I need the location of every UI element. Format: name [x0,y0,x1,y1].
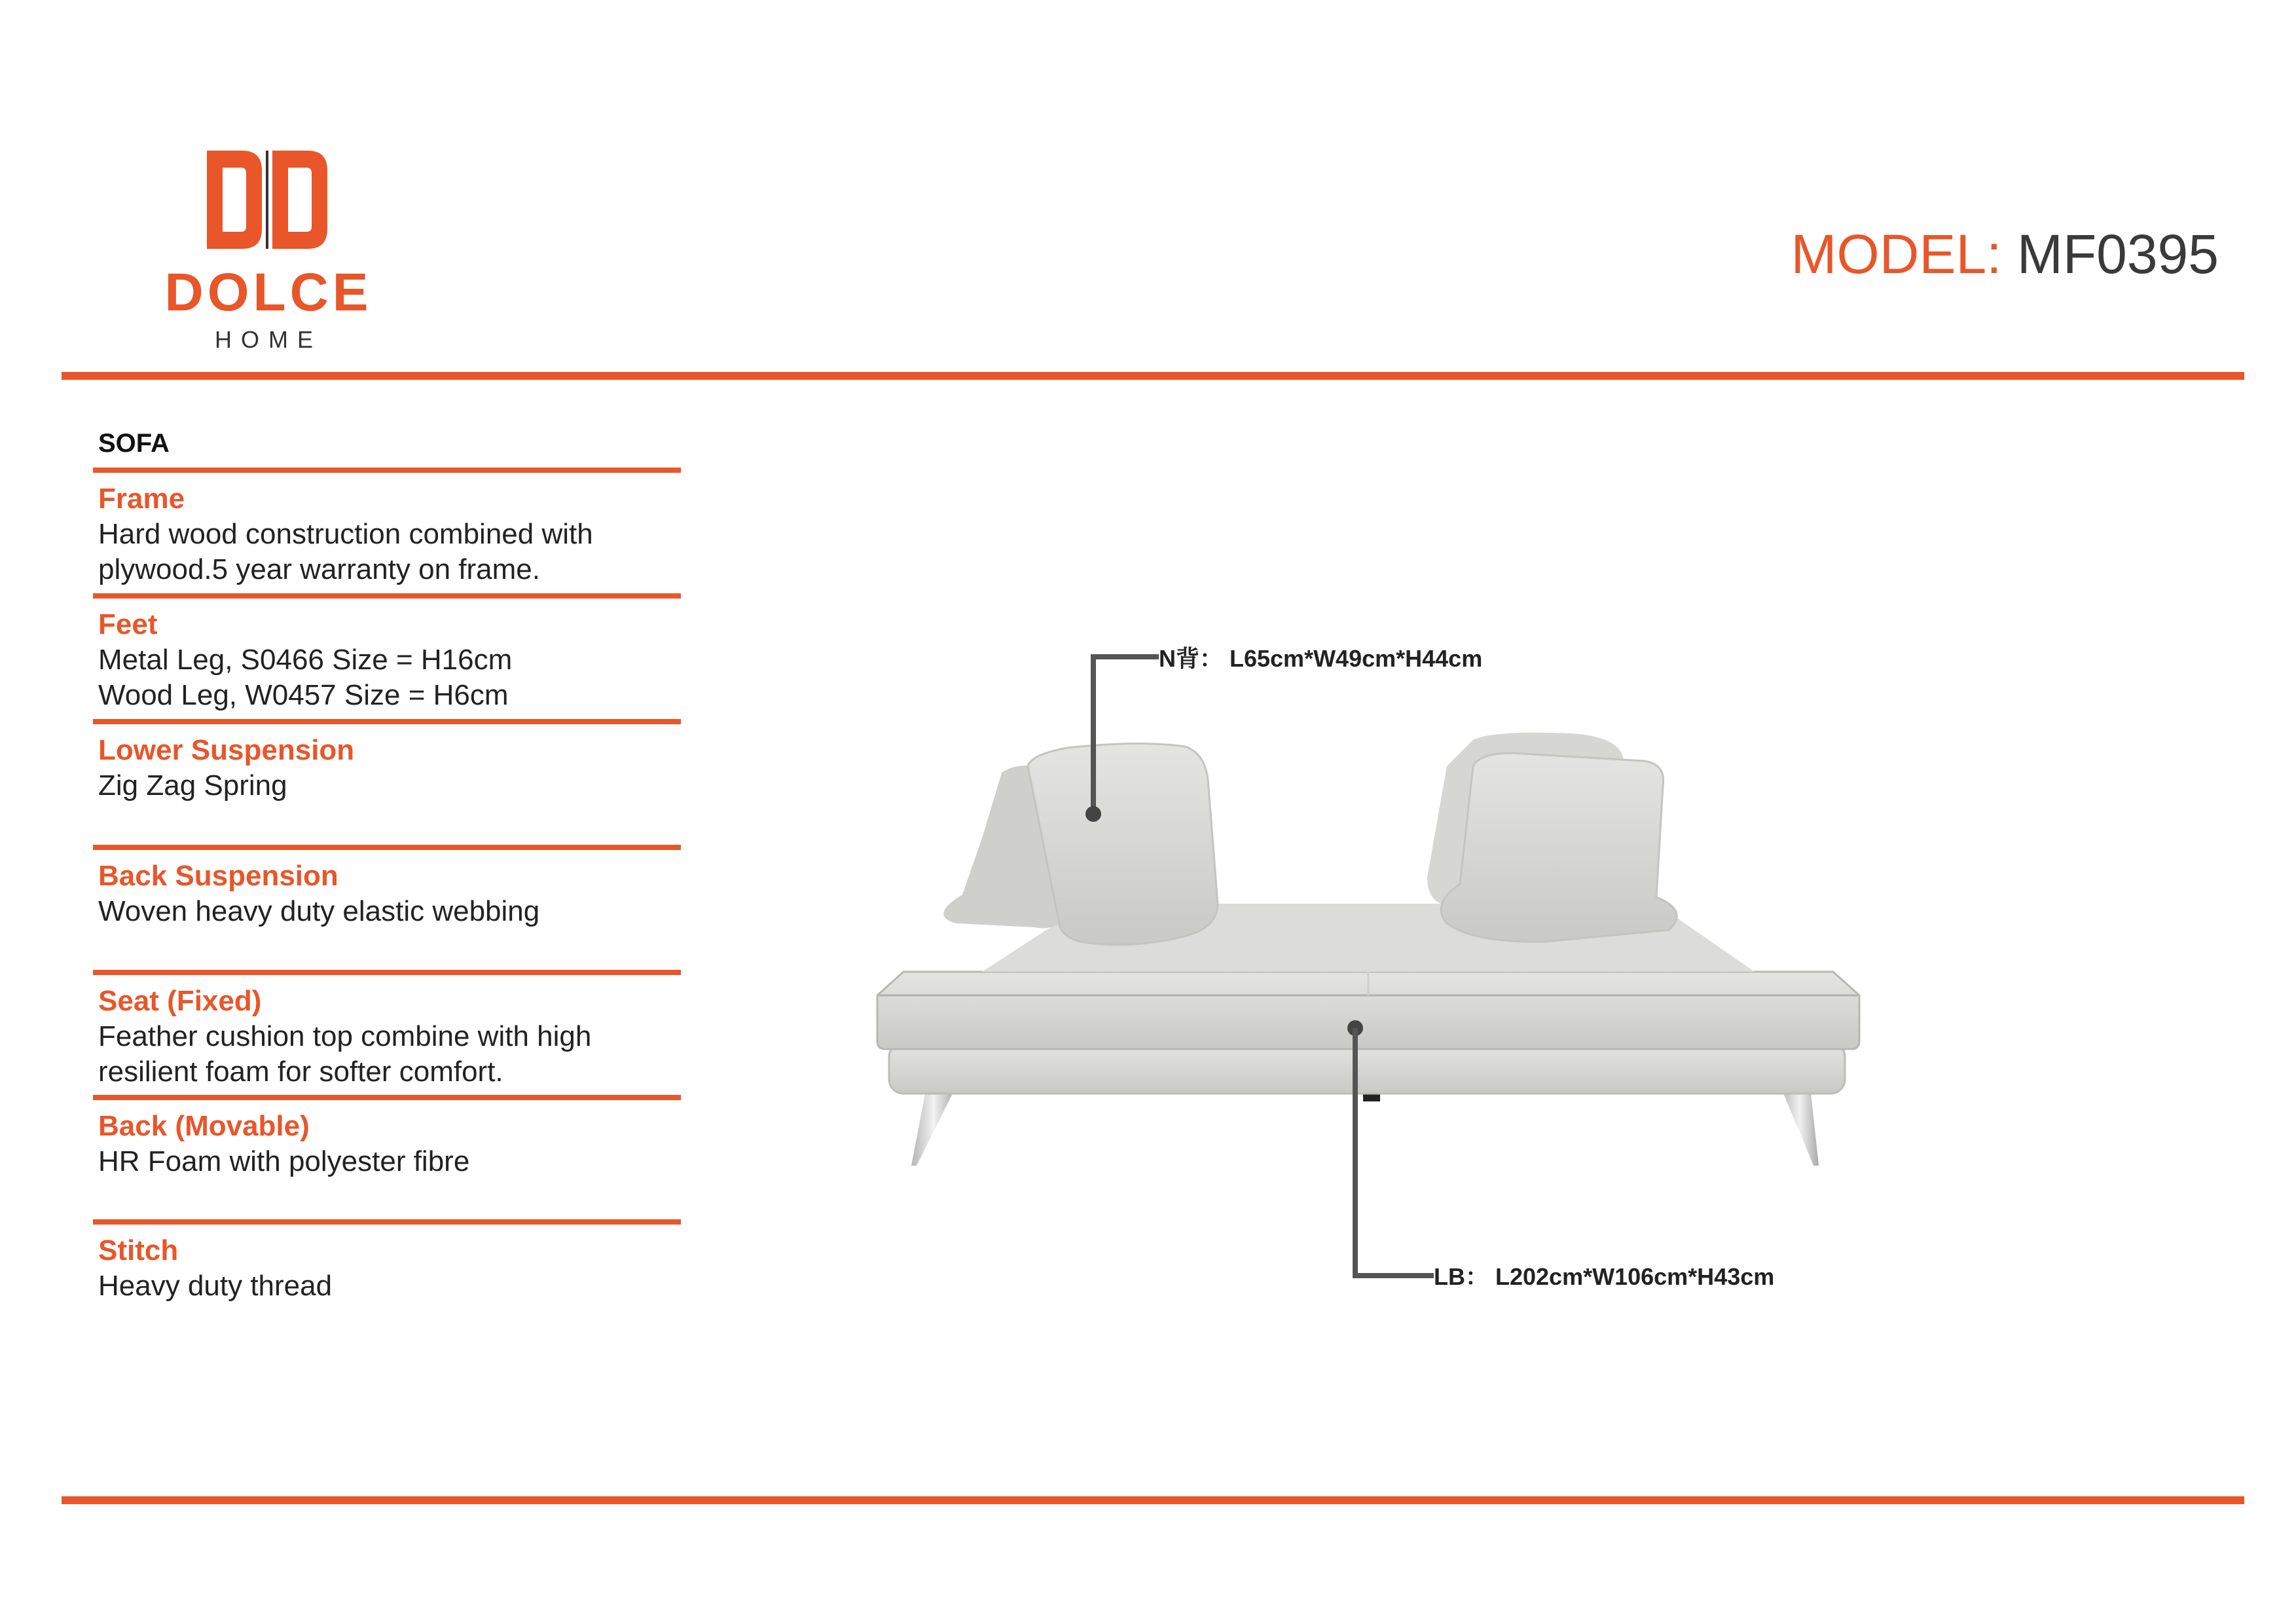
spec-divider [93,970,681,975]
brand-name: DOLCE [164,263,373,322]
sofa-leg [1781,1087,1819,1166]
spec-label: Frame [98,483,185,515]
spec-text: Heavy duty thread [98,1270,333,1302]
spec-text: HR Foam with polyester fibre [98,1145,470,1177]
callout-base-leader [1336,1015,1440,1290]
spec-label: Feet [98,608,158,640]
footer-divider [62,1496,2244,1504]
model-number: MF0395 [2016,223,2219,285]
spec-text: Feather cushion top combine with high resilient foam for softer comfort. [98,1020,592,1088]
brand-logo [144,144,393,354]
model-label: MODEL: [1791,223,2002,285]
spec-stitch [98,1233,687,1304]
model-heading [1791,223,2219,286]
spec-feet [98,607,687,713]
spec-divider [93,1095,681,1100]
callout-back-dimensions: N背： L65cm*W49cm*H44cm [1159,645,1483,672]
spec-divider [93,593,681,599]
spec-label: Seat (Fixed) [98,985,262,1017]
sofa-leg [911,1087,956,1166]
spec-divider [93,845,681,850]
spec-text: Zig Zag Spring [98,769,287,802]
spec-back-suspension [98,858,687,929]
spec-divider [93,719,681,724]
spec-lower-suspension [98,733,687,803]
spec-label: Back Suspension [98,860,338,892]
spec-text: Woven heavy duty elastic webbing [98,895,540,927]
spec-label: Back (Movable) [98,1110,310,1142]
spec-frame [98,481,687,587]
callout-base-dimensions: LB： L202cm*W106cm*H43cm [1434,1263,1775,1290]
section-title: SOFA [98,429,170,458]
spec-back [98,1109,687,1179]
spec-text: Metal Leg, S0466 Size = H16cm Wood Leg, W0457 Size = H6cm [98,644,513,711]
spec-label: Stitch [98,1234,179,1266]
dolce-dd-mark-icon [144,144,393,255]
spec-divider [93,468,681,473]
spec-divider [93,1219,681,1225]
spec-label: Lower Suspension [98,734,355,766]
brand-subtitle: HOME [215,326,322,353]
spec-seat [98,984,687,1090]
header-divider [62,372,2244,380]
spec-text: Hard wood construction combined with plywood.5 year warranty on frame. [98,518,593,585]
